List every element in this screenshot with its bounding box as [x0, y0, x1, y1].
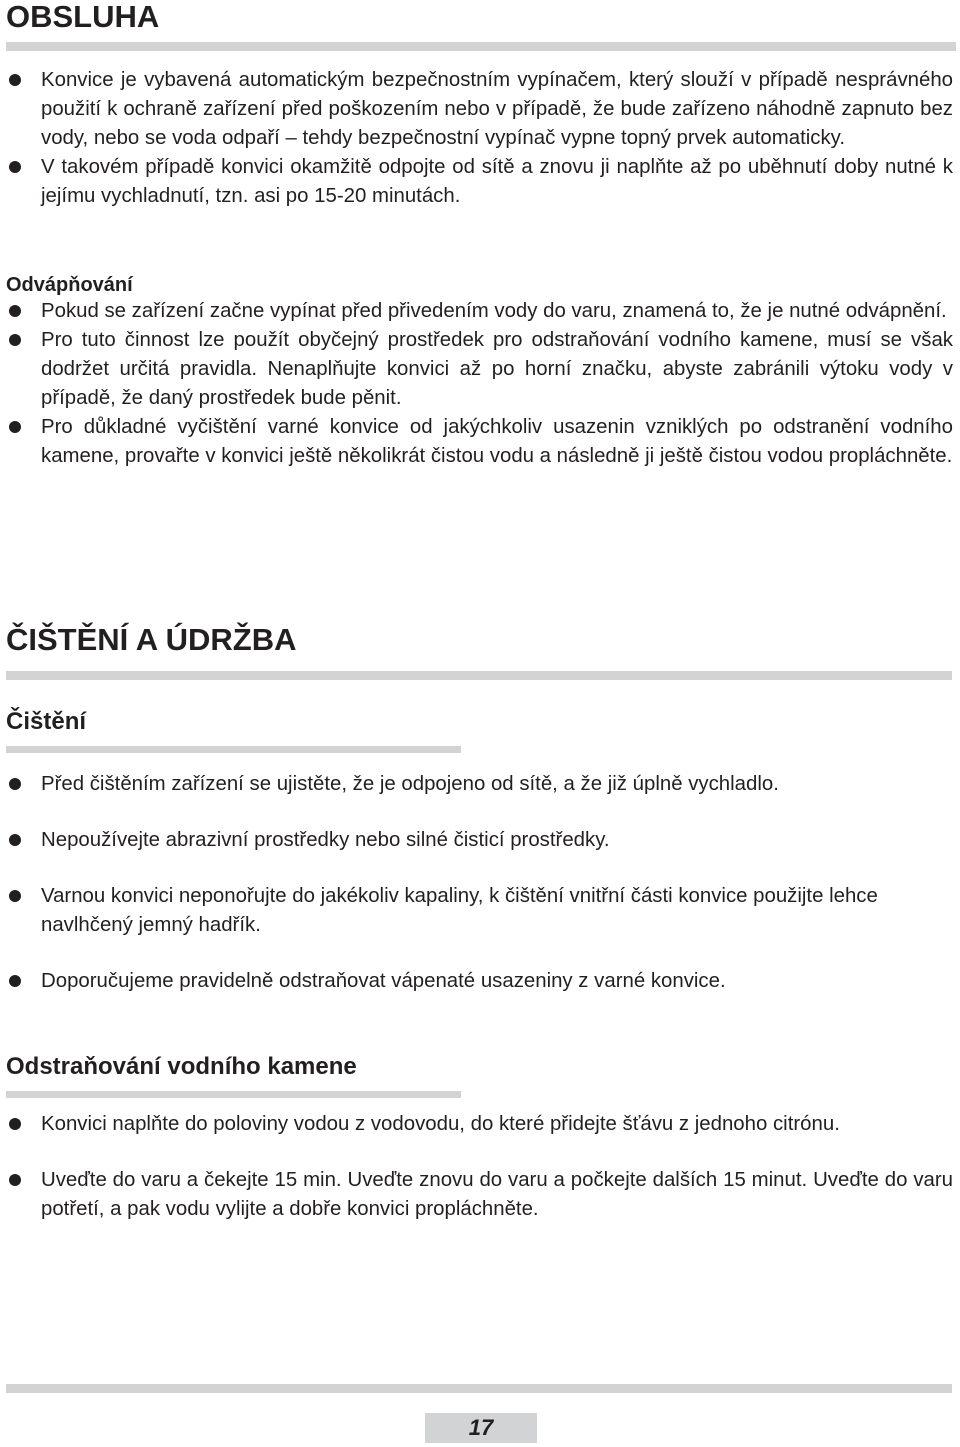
bullet-icon [9, 834, 21, 846]
bullet-list-odstranovani [0, 1110, 953, 1224]
list-item: Varnou konvici neponořujte do jakékoliv kapaliny, k čištění vnitřní části konvice použijte lehce navlhčený jemný hadřík. [0, 882, 953, 940]
bullet-icon [9, 305, 21, 317]
bullet-icon [9, 1118, 21, 1130]
page-number-box [425, 1413, 537, 1443]
bullet-icon [9, 778, 21, 790]
bullet-icon [9, 1174, 21, 1186]
section-title-cisteni-udrzba: ČIŠTĚNÍ A ÚDRŽBA [6, 622, 297, 657]
list-item: Nepoužívejte abrazivní prostředky nebo silné čisticí prostředky. [0, 826, 953, 855]
section-rule [6, 671, 952, 680]
list-item: Pro tuto činnost lze použít obyčejný prostředek pro odstraňování vodního kamene, musí se však dodržet určitá pravidla. Nenaplňujte konvici až po horní značku, abyste zabránili výtoku vody v případě, že daný prostředek bude pěnit. [0, 326, 953, 413]
subheading-cisteni: Čištění [6, 708, 87, 735]
list-item: Pokud se zařízení začne vypínat před přivedením vody do varu, znamená to, že je nutné odvápnění. [0, 297, 953, 326]
page-number: 17 [468, 1415, 494, 1440]
list-item: Doporučujeme pravidelně odstraňovat vápenaté usazeniny z varné konvice. [0, 967, 953, 996]
bullet-icon [9, 421, 21, 433]
subheading-odstranovani: Odstraňování vodního kamene [6, 1053, 357, 1080]
bullet-icon [9, 975, 21, 987]
bullet-icon [9, 74, 21, 86]
footer-rule [6, 1384, 952, 1393]
list-item: Uveďte do varu a čekejte 15 min. Uveďte znovu do varu a počkejte dalších 15 minut. Uveďte do varu potřetí, a pak vodu vylijte a dobře konvici propláchněte. [0, 1166, 953, 1224]
bullet-list-obsluha [0, 66, 953, 211]
bullet-icon [9, 161, 21, 173]
subsection-rule [6, 746, 461, 753]
bullet-list-odvapnovani [0, 297, 953, 471]
list-item: Konvici naplňte do poloviny vodou z vodovodu, do které přidejte šťávu z jednoho citrónu. [0, 1110, 953, 1139]
subsection-rule [6, 1091, 461, 1098]
section-rule [6, 42, 956, 51]
list-item: Konvice je vybavená automatickým bezpečnostním vypínačem, který slouží v případě nesprávného použití k ochraně zařízení před poškozením nebo v případě, že bude zařízeno náhodně zapnuto bez vody, nebo se voda odpaří – tehdy bezpečnostní vypínač vypne topný prvek automaticky. [0, 66, 953, 153]
bullet-icon [9, 890, 21, 902]
bullet-icon [9, 334, 21, 346]
bullet-list-cisteni [0, 770, 953, 996]
subheading-odvapnovani: Odvápňování [6, 274, 133, 296]
list-item: V takovém případě konvici okamžitě odpojte od sítě a znovu ji naplňte až po uběhnutí doby nutné k jejímu vychladnutí, tzn. asi po 15-20 minutách. [0, 153, 953, 211]
section-title-obsluha: OBSLUHA [6, 0, 160, 34]
list-item: Před čištěním zařízení se ujistěte, že je odpojeno od sítě, a že již úplně vychladlo. [0, 770, 953, 799]
list-item: Pro důkladné vyčištění varné konvice od jakýchkoliv usazenin vzniklých po odstranění vodního kamene, provařte v konvici ještě několikrát čistou vodu a následně ji ještě čistou vodou propláchněte. [0, 413, 953, 471]
